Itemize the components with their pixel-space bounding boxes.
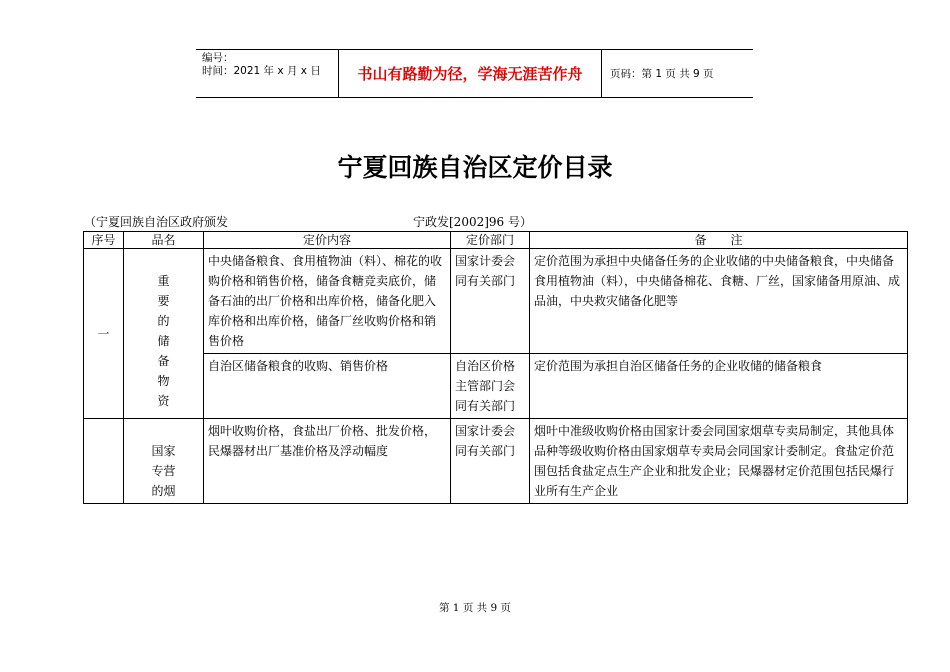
- time-label: 时间：2021 年 x 月 x 日: [202, 65, 321, 77]
- header-seq: 序号: [84, 232, 124, 249]
- name-char: 要: [157, 294, 170, 308]
- row-note: 烟叶中准级收购价格由国家计委会同国家烟草专卖局制定，其他具体品种等级收购价格由国家烟草专卖局会同国家计委制定。食盐定价范围包括食盐定点生产企业和批发企业；民爆器材定价范围包括民爆行业所有生产企业: [530, 419, 908, 504]
- name-char: 重: [157, 274, 170, 288]
- row-dept: 国家计委会同有关部门: [451, 419, 530, 504]
- row-seq: [84, 419, 124, 504]
- header-meta: [196, 50, 339, 97]
- page-footer: 第 1 页 共 9 页: [438, 602, 512, 614]
- name-char: 国家: [151, 444, 176, 458]
- row-content: 中央储备粮食、食用植物油（料）、棉花的收购价格和销售价格，储备食糖竞卖底价，储备石油的出厂价格和出库价格，储备化肥入库价格和出库价格，储备厂丝收购价格和销售价格: [204, 249, 451, 354]
- header-name: 品名: [124, 232, 204, 249]
- table-row: [84, 354, 908, 419]
- name-char: 备: [157, 354, 170, 368]
- doc-number: 宁政发[2002]96 号）: [413, 215, 532, 229]
- document-title: 宁夏回族自治区定价目录: [337, 153, 613, 182]
- page-label: 页码：第 1 页 共 9 页: [610, 68, 714, 80]
- motto: 书山有路勤为径，学海无涯苦作舟: [339, 50, 602, 97]
- table-row: [84, 419, 908, 504]
- row-content: 烟叶收购价格，食盐出厂价格、批发价格，民爆器材出厂基准价格及浮动幅度: [204, 419, 451, 504]
- name-char: 的: [157, 314, 170, 328]
- row-content: 自治区储备粮食的收购、销售价格: [204, 354, 451, 419]
- row-dept: 自治区价格主管部门会同有关部门: [451, 354, 530, 419]
- header-content: 定价内容: [204, 232, 451, 249]
- number-label: 编号：: [202, 52, 234, 64]
- row-name: [124, 249, 204, 419]
- name-char: 储: [157, 334, 170, 348]
- table-row: [84, 249, 908, 354]
- row-dept: 国家计委会同有关部门: [451, 249, 530, 354]
- name-char: 的烟: [151, 484, 176, 498]
- page-header: [196, 49, 753, 98]
- name-char: 专营: [151, 464, 176, 478]
- header-dept: 定价部门: [451, 232, 530, 249]
- name-char: 物: [157, 374, 170, 388]
- row-note: 定价范围为承担中央储备任务的企业收储的中央储备粮食，中央储备食用植物油（料），中央储备棉花、食糖、厂丝，国家储备用原油、成品油，中央救灾储备化肥等: [530, 249, 908, 354]
- issuer: （宁夏回族自治区政府颁发: [84, 215, 229, 229]
- name-char: 资: [157, 394, 170, 408]
- row-name: [124, 419, 204, 504]
- table-header-row: [84, 232, 908, 249]
- row-note: 定价范围为承担自治区储备任务的企业收储的储备粮食: [530, 354, 908, 419]
- pricing-table: [83, 231, 908, 504]
- header-note: 备 注: [530, 232, 908, 249]
- row-seq: 一: [84, 249, 124, 419]
